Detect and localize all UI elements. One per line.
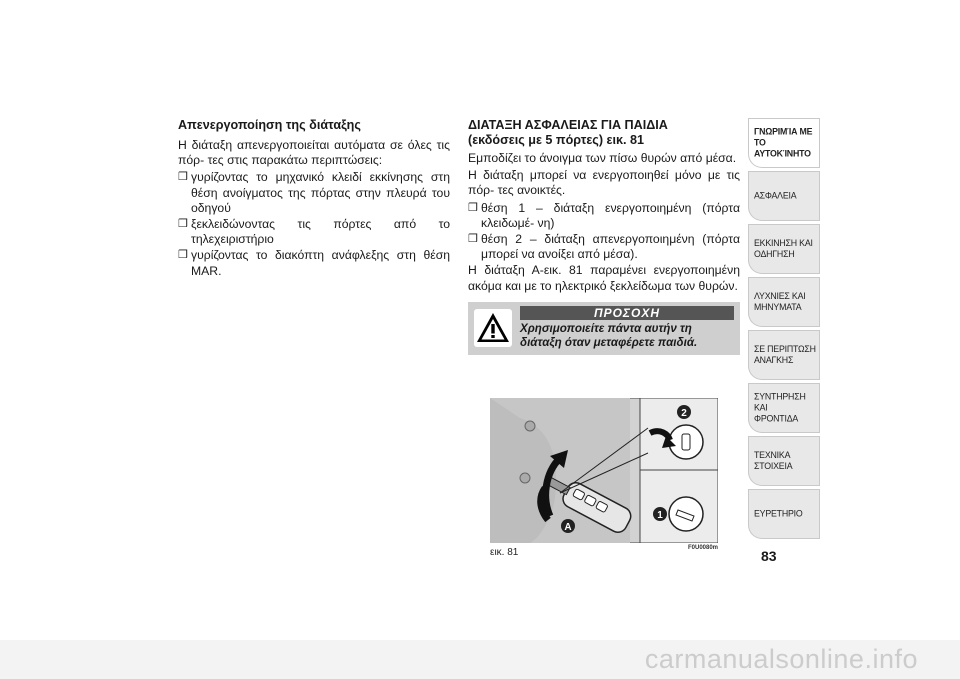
bullet-item [178, 248, 450, 278]
tab-label: ΕΥΡΕΤΗΡΙΟ [754, 508, 803, 519]
checkbox-bullet-icon: ❒ [178, 249, 188, 262]
figure-label-1: 1 [657, 510, 663, 521]
section-heading [468, 118, 740, 148]
section-heading: Απενεργοποίηση της διάταξης [178, 118, 361, 132]
tab-maintenance[interactable] [748, 383, 820, 433]
warning-text: Χρησιμοποιείτε πάντα αυτήν τη διάταξη όταν μεταφέρετε παιδιά. [520, 322, 698, 349]
tab-technical-data[interactable] [748, 436, 820, 486]
figure-caption: εικ. 81 [490, 547, 519, 558]
bullet-item [468, 232, 740, 262]
checkbox-bullet-icon: ❒ [178, 171, 188, 184]
watermark-text: carmanualsonline.info [644, 644, 918, 674]
tab-safety[interactable] [748, 171, 820, 221]
door-lock-figure [490, 398, 718, 543]
checkbox-bullet-icon: ❒ [468, 233, 478, 246]
paragraph: Εμποδίζει το άνοιγμα των πίσω θυρών από μέσα. [468, 151, 737, 165]
figure-label-2: 2 [681, 408, 687, 419]
bullet-item [178, 217, 450, 247]
checkbox-bullet-icon: ❒ [468, 201, 478, 214]
tab-warning-lights[interactable] [748, 277, 820, 327]
left-column [178, 118, 450, 280]
tab-label: ΕΚΚΙΝΗΣΗ ΚΑΙ ΟΔΗΓΗΣΗ [754, 238, 813, 259]
tab-label: ΛΥΧΝΙΕΣ ΚΑΙ ΜΗΝΥΜΑΤΑ [754, 291, 806, 312]
watermark-bar [0, 640, 960, 679]
tab-starting-driving[interactable] [748, 224, 820, 274]
warning-title: ΠΡΟΣΟΧΗ [520, 306, 734, 320]
paragraph: Η διάταξη μπορεί να ενεργοποιηθεί μόνο με τις πόρ- τες ανοικτές. [468, 168, 740, 198]
heading-line-1: ΔΙΑΤΑΞΗ ΑΣΦΑΛΕΙΑΣ ΓΙΑ ΠΑΙΔΙΑ [468, 118, 668, 132]
bullet-item [468, 201, 740, 231]
figure-code: F0U0080m [688, 545, 719, 551]
bullet-text: γυρίζοντας το διακόπτη ανάφλεξης στη θέση MAR. [191, 248, 450, 278]
bullet-item [178, 170, 450, 216]
tab-label: ΤΕΧΝΙΚΑ ΣΤΟΙΧΕΙΑ [754, 450, 793, 471]
tab-label: ΣΕ ΠΕΡΙΠΤΩΣΗ ΑΝΑΓΚΗΣ [754, 344, 816, 365]
bullet-text: θέση 2 – διάταξη απενεργοποιημένη (πόρτα μπορεί να ανοίξει από μέσα). [481, 232, 740, 262]
tab-label: ΑΣΦΑΛΕΙΑ [754, 190, 797, 201]
warning-box [468, 302, 740, 355]
tab-emergency[interactable] [748, 330, 820, 380]
bullet-text: ξεκλειδώνοντας τις πόρτες από το τηλεχειριστήριο [191, 217, 450, 247]
page-number: 83 [761, 548, 777, 564]
intro-paragraph: Η διάταξη απενεργοποιείται αυτόματα σε όλες τις πόρ- τες στις παρακάτω περιπτώσεις: [178, 138, 450, 168]
bullet-text: θέση 1 – διάταξη ενεργοποιημένη (πόρτα κλειδωμέ- νη) [481, 200, 740, 230]
warning-icon [474, 309, 512, 347]
chapter-tabs [748, 118, 820, 542]
bullet-text: γυρίζοντας το μηχανικό κλειδί εκκίνησης στη θέση ανοίγματος της πόρτας στην πλευρά του οδηγού [191, 170, 450, 215]
checkbox-bullet-icon: ❒ [178, 218, 188, 231]
right-column [468, 118, 740, 296]
tab-label: ΣΥΝΤΗΡΗΣΗ ΚΑΙ ΦΡΟΝΤΙΔΑ [754, 391, 806, 424]
tab-index[interactable] [748, 489, 820, 539]
heading-line-2: (εκδόσεις με 5 πόρτες) εικ. 81 [468, 133, 645, 147]
tab-label: ΓΝΩΡΙΜΊΑ ΜΕ ΤΟ ΑΥΤΟΚΊΝΗΤΟ [754, 126, 813, 159]
tab-getting-to-know[interactable] [748, 118, 820, 168]
figure-label-a: A [564, 522, 572, 533]
paragraph: Η διάταξη Α-εικ. 81 παραμένει ενεργοποιημένη ακόμα και με το ηλεκτρικό ξεκλείδωμα των θυρών. [468, 263, 740, 293]
